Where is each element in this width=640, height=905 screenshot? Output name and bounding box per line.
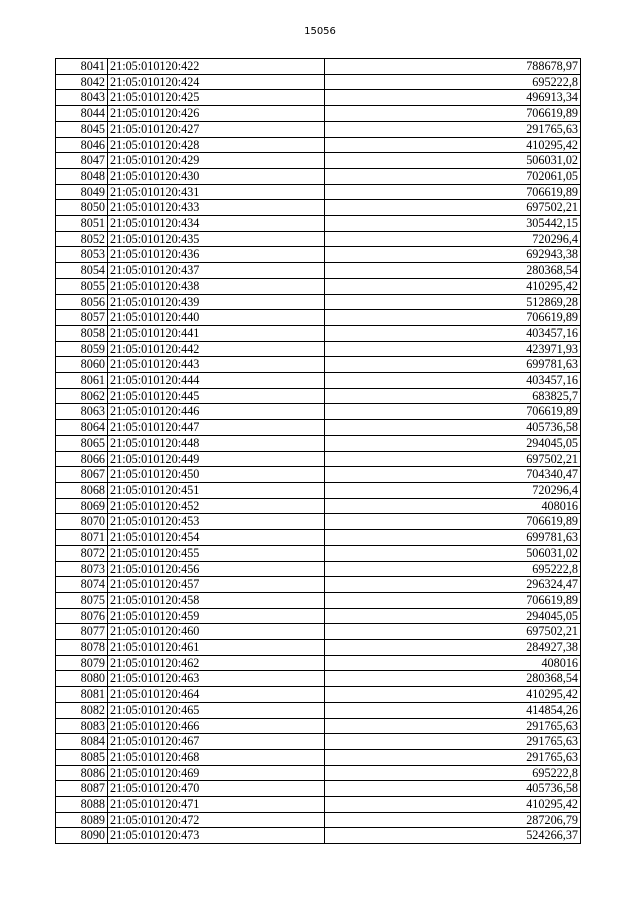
table-body [56,59,581,844]
cadastral-number: 21:05:010120:461 [108,640,325,656]
row-number: 8054 [56,263,108,279]
cadastral-value: 706619,89 [325,514,581,530]
table-row [56,263,581,279]
cadastral-number: 21:05:010120:440 [108,310,325,326]
table-row [56,734,581,750]
cadastral-number: 21:05:010120:435 [108,231,325,247]
row-number: 8073 [56,561,108,577]
cadastral-number: 21:05:010120:470 [108,781,325,797]
table-row [56,640,581,656]
cadastral-number: 21:05:010120:473 [108,828,325,844]
row-number: 8070 [56,514,108,530]
row-number: 8088 [56,797,108,813]
cadastral-value: 410295,42 [325,137,581,153]
cadastral-value: 408016 [325,498,581,514]
row-number: 8071 [56,530,108,546]
cadastral-value: 706619,89 [325,404,581,420]
table-row [56,530,581,546]
row-number: 8079 [56,655,108,671]
cadastral-number: 21:05:010120:444 [108,373,325,389]
table-row [56,325,581,341]
cadastral-number: 21:05:010120:465 [108,702,325,718]
cadastral-value: 720296,4 [325,482,581,498]
table-row [56,420,581,436]
table-row [56,498,581,514]
row-number: 8062 [56,388,108,404]
row-number: 8060 [56,357,108,373]
row-number: 8057 [56,310,108,326]
row-number: 8080 [56,671,108,687]
table-row [56,74,581,90]
table-row [56,121,581,137]
cadastral-number: 21:05:010120:471 [108,797,325,813]
row-number: 8067 [56,467,108,483]
table-row [56,200,581,216]
cadastral-number: 21:05:010120:463 [108,671,325,687]
row-number: 8065 [56,435,108,451]
row-number: 8076 [56,608,108,624]
table-row [56,278,581,294]
row-number: 8052 [56,231,108,247]
cadastral-number: 21:05:010120:462 [108,655,325,671]
row-number: 8047 [56,153,108,169]
cadastral-value: 695222,8 [325,561,581,577]
row-number: 8066 [56,451,108,467]
table-row [56,514,581,530]
cadastral-number: 21:05:010120:458 [108,592,325,608]
row-number: 8077 [56,624,108,640]
cadastral-number: 21:05:010120:427 [108,121,325,137]
cadastral-value: 695222,8 [325,74,581,90]
row-number: 8041 [56,59,108,75]
cadastral-number: 21:05:010120:436 [108,247,325,263]
table-row [56,561,581,577]
table-row [56,106,581,122]
cadastral-value: 296324,47 [325,577,581,593]
row-number: 8089 [56,812,108,828]
cadastral-value: 284927,38 [325,640,581,656]
row-number: 8059 [56,341,108,357]
cadastral-number: 21:05:010120:441 [108,325,325,341]
cadastral-number: 21:05:010120:426 [108,106,325,122]
row-number: 8082 [56,702,108,718]
row-number: 8046 [56,137,108,153]
cadastral-number: 21:05:010120:439 [108,294,325,310]
cadastral-number: 21:05:010120:448 [108,435,325,451]
table-row [56,687,581,703]
cadastral-number: 21:05:010120:422 [108,59,325,75]
row-number: 8072 [56,545,108,561]
table-row [56,184,581,200]
table-row [56,153,581,169]
row-number: 8069 [56,498,108,514]
cadastral-value: 410295,42 [325,687,581,703]
table-row [56,655,581,671]
cadastral-value: 695222,8 [325,765,581,781]
cadastral-number: 21:05:010120:451 [108,482,325,498]
row-number: 8087 [56,781,108,797]
table-row [56,357,581,373]
table-row [56,247,581,263]
cadastral-number: 21:05:010120:469 [108,765,325,781]
cadastral-value: 403457,16 [325,373,581,389]
table-row [56,404,581,420]
cadastral-value: 706619,89 [325,184,581,200]
cadastral-number: 21:05:010120:472 [108,812,325,828]
row-number: 8056 [56,294,108,310]
table-row [56,90,581,106]
table-row [56,310,581,326]
cadastral-number: 21:05:010120:434 [108,216,325,232]
cadastral-value: 291765,63 [325,121,581,137]
cadastral-value: 697502,21 [325,451,581,467]
cadastral-value: 405736,58 [325,420,581,436]
cadastral-value: 524266,37 [325,828,581,844]
row-number: 8051 [56,216,108,232]
cadastral-number: 21:05:010120:430 [108,168,325,184]
cadastral-number: 21:05:010120:433 [108,200,325,216]
cadastral-number: 21:05:010120:467 [108,734,325,750]
row-number: 8061 [56,373,108,389]
row-number: 8058 [56,325,108,341]
cadastral-value: 403457,16 [325,325,581,341]
table-row [56,545,581,561]
table-row [56,718,581,734]
cadastral-number: 21:05:010120:428 [108,137,325,153]
table-row [56,59,581,75]
table-row [56,467,581,483]
cadastral-value: 506031,02 [325,545,581,561]
cadastral-number: 21:05:010120:446 [108,404,325,420]
table-row [56,592,581,608]
cadastral-number: 21:05:010120:443 [108,357,325,373]
table-row [56,577,581,593]
table-row [56,168,581,184]
row-number: 8063 [56,404,108,420]
page-number: 15056 [304,26,336,37]
table-row [56,624,581,640]
row-number: 8081 [56,687,108,703]
cadastral-value: 699781,63 [325,357,581,373]
cadastral-number: 21:05:010120:459 [108,608,325,624]
cadastral-value: 294045,05 [325,608,581,624]
cadastral-value: 280368,54 [325,263,581,279]
table-row [56,451,581,467]
row-number: 8064 [56,420,108,436]
cadastral-value: 706619,89 [325,310,581,326]
row-number: 8049 [56,184,108,200]
cadastral-value: 423971,93 [325,341,581,357]
cadastral-value: 720296,4 [325,231,581,247]
cadastral-number: 21:05:010120:437 [108,263,325,279]
table-row [56,781,581,797]
cadastral-value: 410295,42 [325,278,581,294]
cadastral-value: 294045,05 [325,435,581,451]
cadastral-value: 496913,34 [325,90,581,106]
row-number: 8044 [56,106,108,122]
cadastral-value: 706619,89 [325,106,581,122]
table-row [56,216,581,232]
row-number: 8090 [56,828,108,844]
cadastral-number: 21:05:010120:464 [108,687,325,703]
cadastral-value: 704340,47 [325,467,581,483]
cadastral-number: 21:05:010120:460 [108,624,325,640]
cadastral-value: 410295,42 [325,797,581,813]
cadastral-number: 21:05:010120:454 [108,530,325,546]
cadastral-number: 21:05:010120:466 [108,718,325,734]
cadastral-number: 21:05:010120:455 [108,545,325,561]
cadastral-value: 291765,63 [325,718,581,734]
row-number: 8053 [56,247,108,263]
cadastral-value-table [55,58,581,844]
cadastral-number: 21:05:010120:457 [108,577,325,593]
cadastral-number: 21:05:010120:442 [108,341,325,357]
table-row [56,671,581,687]
cadastral-number: 21:05:010120:452 [108,498,325,514]
table-row [56,137,581,153]
cadastral-value: 291765,63 [325,749,581,765]
cadastral-number: 21:05:010120:468 [108,749,325,765]
cadastral-number: 21:05:010120:447 [108,420,325,436]
table-row [56,388,581,404]
cadastral-value: 280368,54 [325,671,581,687]
cadastral-number: 21:05:010120:438 [108,278,325,294]
row-number: 8078 [56,640,108,656]
row-number: 8042 [56,74,108,90]
table-row [56,231,581,247]
row-number: 8075 [56,592,108,608]
table-row [56,797,581,813]
cadastral-value: 287206,79 [325,812,581,828]
row-number: 8043 [56,90,108,106]
row-number: 8055 [56,278,108,294]
row-number: 8048 [56,168,108,184]
cadastral-value: 788678,97 [325,59,581,75]
table-row [56,765,581,781]
cadastral-value: 506031,02 [325,153,581,169]
table-row [56,702,581,718]
table-row [56,812,581,828]
row-number: 8068 [56,482,108,498]
row-number: 8045 [56,121,108,137]
row-number: 8086 [56,765,108,781]
row-number: 8074 [56,577,108,593]
row-number: 8083 [56,718,108,734]
table-row [56,828,581,844]
cadastral-number: 21:05:010120:445 [108,388,325,404]
cadastral-number: 21:05:010120:425 [108,90,325,106]
row-number: 8085 [56,749,108,765]
cadastral-value: 305442,15 [325,216,581,232]
cadastral-value: 291765,63 [325,734,581,750]
cadastral-value: 512869,28 [325,294,581,310]
cadastral-value: 697502,21 [325,200,581,216]
table-row [56,482,581,498]
table-row [56,435,581,451]
table-row [56,749,581,765]
cadastral-number: 21:05:010120:456 [108,561,325,577]
cadastral-number: 21:05:010120:450 [108,467,325,483]
cadastral-number: 21:05:010120:431 [108,184,325,200]
cadastral-value: 702061,05 [325,168,581,184]
cadastral-number: 21:05:010120:453 [108,514,325,530]
cadastral-value: 706619,89 [325,592,581,608]
cadastral-number: 21:05:010120:449 [108,451,325,467]
cadastral-number: 21:05:010120:424 [108,74,325,90]
cadastral-value: 683825,7 [325,388,581,404]
cadastral-value: 699781,63 [325,530,581,546]
table-row [56,373,581,389]
cadastral-value: 408016 [325,655,581,671]
row-number: 8050 [56,200,108,216]
cadastral-value: 697502,21 [325,624,581,640]
cadastral-value: 692943,38 [325,247,581,263]
cadastral-number: 21:05:010120:429 [108,153,325,169]
row-number: 8084 [56,734,108,750]
table-row [56,294,581,310]
cadastral-value: 414854,26 [325,702,581,718]
table-row [56,341,581,357]
cadastral-value: 405736,58 [325,781,581,797]
table-row [56,608,581,624]
